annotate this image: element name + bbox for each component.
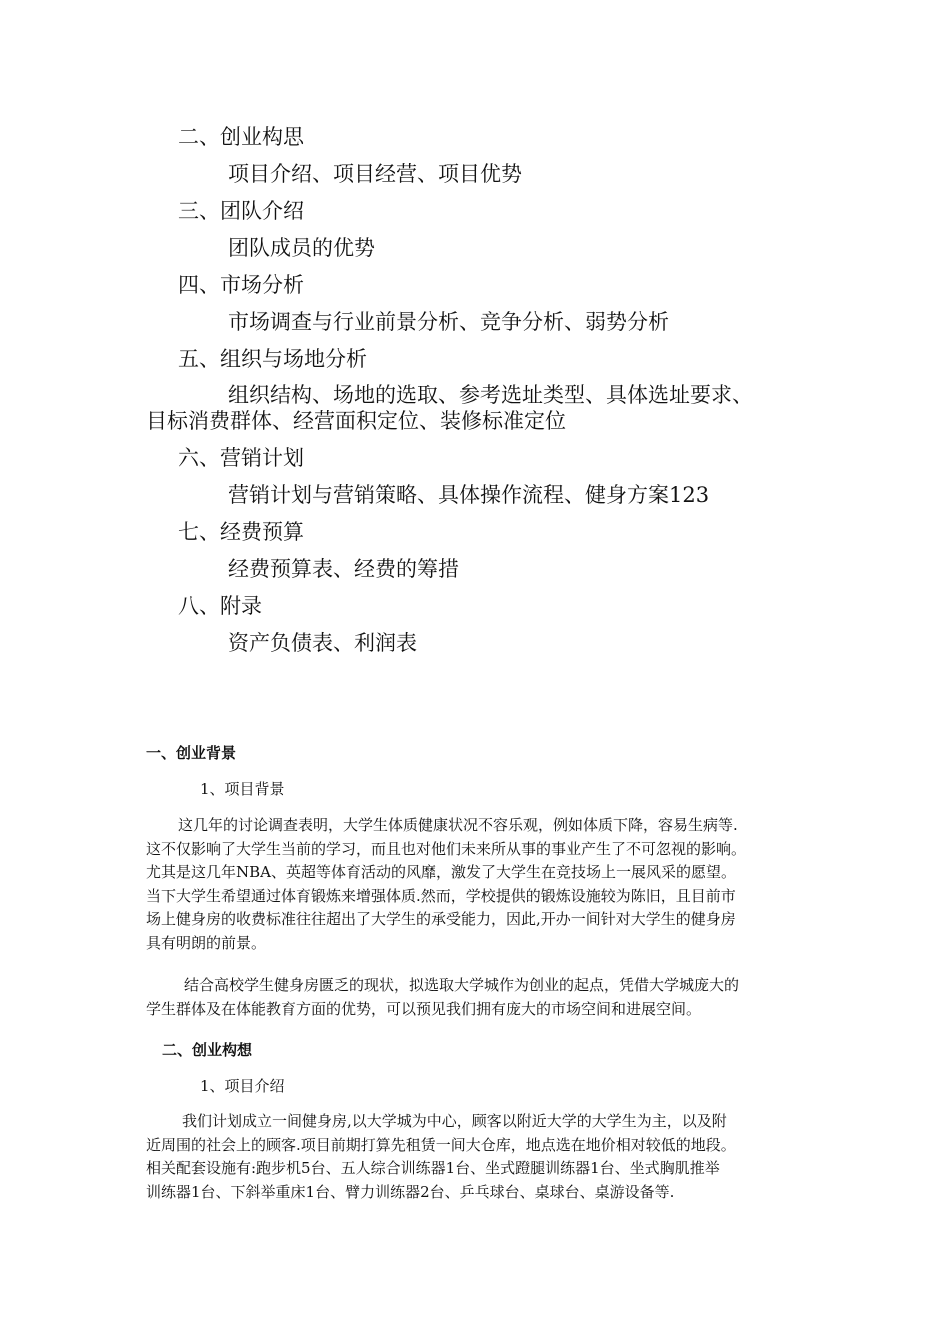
subsection-title: 1、项目介绍 xyxy=(200,1077,285,1095)
toc-detail: 市场调查与行业前景分析、竞争分析、弱势分析 xyxy=(228,310,669,334)
toc-detail: 资产负债表、利润表 xyxy=(228,631,417,655)
toc-heading: 二、创业构思 xyxy=(178,125,304,149)
paragraph xyxy=(146,814,810,955)
paragraph-line: 结合高校学生健身房匮乏的现状，拟选取大学城作为创业的起点，凭借大学城庞大的 xyxy=(184,976,740,994)
toc-heading: 四、市场分析 xyxy=(178,273,304,297)
toc-heading: 五、组织与场地分析 xyxy=(178,347,367,371)
toc-detail-continued: 目标消费群体、经营面积定位、装修标准定位 xyxy=(146,409,566,433)
toc-detail: 团队成员的优势 xyxy=(228,236,375,260)
paragraph-line: 我们计划成立一间健身房,以大学城为中心，顾客以附近大学的大学生为主，以及附 xyxy=(182,1112,727,1130)
subsection-title: 1、项目背景 xyxy=(200,780,285,798)
toc-detail: 经费预算表、经费的筹措 xyxy=(228,557,459,581)
paragraph xyxy=(146,974,810,1021)
paragraph-line: 场上健身房的收费标准往往超出了大学生的承受能力，因此,开办一间针对大学生的健身房 xyxy=(146,910,736,928)
paragraph-line: 这不仅影响了大学生当前的学习，而且也对他们未来所从事的事业产生了不可忽视的影响。 xyxy=(146,839,747,858)
paragraph-line: 近周围的社会上的顾客.项目前期打算先租赁一间大仓库，地点选在地价相对较低的地段。 xyxy=(146,1135,736,1154)
paragraph xyxy=(146,1110,810,1204)
paragraph-line: 相关配套设施有:跑步机5台、五人综合训练器1台、坐式蹬腿训练器1台、坐式胸肌推举 xyxy=(146,1159,720,1177)
toc-heading: 七、经费预算 xyxy=(178,520,304,544)
paragraph-line: 具有明朗的前景。 xyxy=(146,933,267,952)
paragraph-line: 学生群体及在体能教育方面的优势，可以预见我们拥有庞大的市场空间和进展空间。 xyxy=(146,999,702,1018)
toc-heading: 八、附录 xyxy=(178,594,262,618)
toc-detail: 项目介绍、项目经营、项目优势 xyxy=(228,162,522,186)
toc-heading: 六、营销计划 xyxy=(178,446,304,470)
toc-detail: 组织结构、场地的选取、参考选址类型、具体选址要求、 xyxy=(228,383,753,407)
toc-detail: 营销计划与营销策略、具体操作流程、健身方案123 xyxy=(228,483,710,507)
paragraph-line: 训练器1台、下斜举重床1台、臂力训练器2台、乒乓球台、桌球台、桌游设备等. xyxy=(146,1182,675,1201)
section-title: 一、创业背景 xyxy=(146,744,237,762)
paragraph-line: 这几年的讨论调查表明，大学生体质健康状况不容乐观，例如体质下降，容易生病等. xyxy=(178,816,738,834)
paragraph-line: 当下大学生希望通过体育锻炼来增强体质.然而，学校提供的锻炼设施较为陈旧，且目前市 xyxy=(146,886,736,905)
toc-heading: 三、团队介绍 xyxy=(178,199,304,223)
paragraph-line: 尤其是这几年NBA、英超等体育活动的风靡，激发了大学生在竞技场上一展风采的愿望。 xyxy=(146,863,736,881)
section-title: 二、创业构想 xyxy=(162,1041,253,1059)
